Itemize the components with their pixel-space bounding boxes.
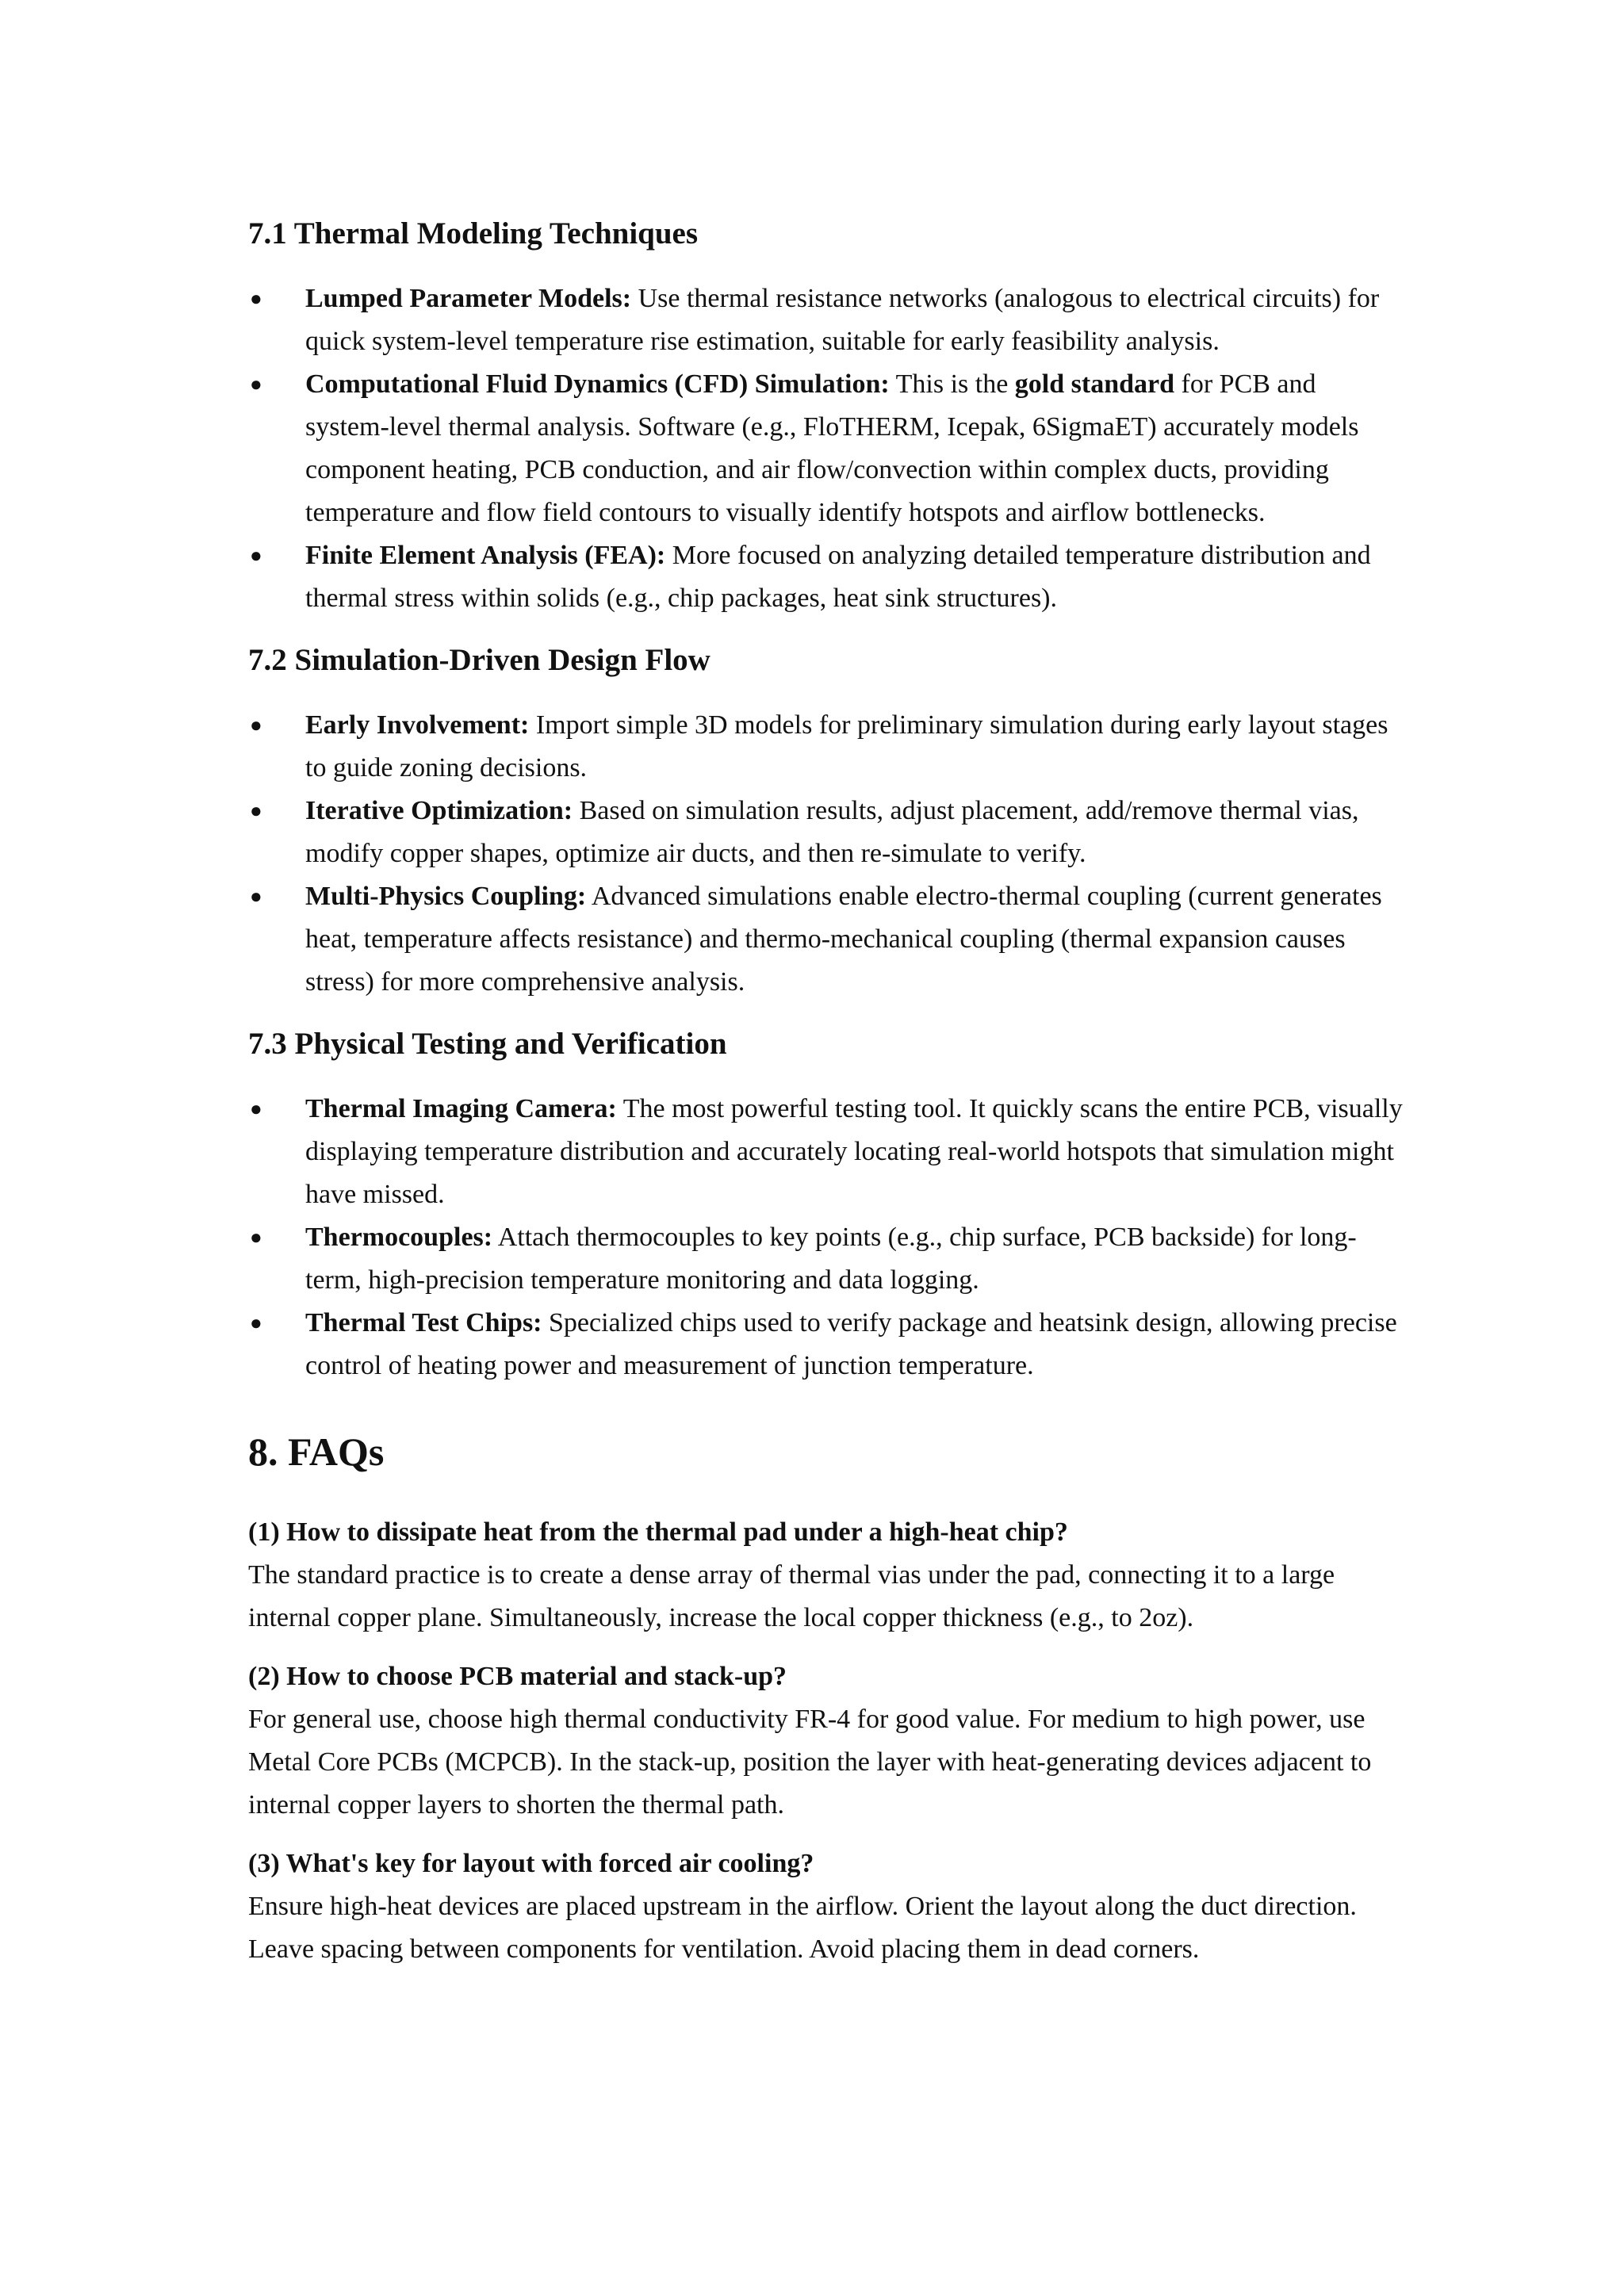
bullet-icon: ● bbox=[250, 885, 262, 908]
faq-answer: The standard practice is to create a dense array of thermal vias under the pad, connecting it to a large internal copper plane. Simultaneously, increase the local copper thickness (e.g., to 2oz). bbox=[248, 1560, 1335, 1632]
page-content bbox=[248, 212, 1406, 1987]
item-term: Iterative Optimization: bbox=[305, 796, 573, 825]
faq-question: (1) How to dissipate heat from the thermal pad under a high-heat chip? bbox=[248, 1517, 1068, 1547]
item-term: Multi-Physics Coupling: bbox=[305, 882, 587, 911]
bullet-icon: ● bbox=[250, 373, 262, 396]
bullet-icon: ● bbox=[250, 287, 262, 310]
faq-item bbox=[248, 1843, 1406, 1971]
bullet-icon: ● bbox=[250, 1311, 262, 1334]
item-text: Import simple 3D models for preliminary simulation during early layout stages to guide zoning decisions. bbox=[305, 710, 1388, 783]
item-term: Thermocouples: bbox=[305, 1223, 493, 1252]
item-term: Finite Element Analysis (FEA): bbox=[305, 541, 666, 570]
faq-item bbox=[248, 1655, 1406, 1827]
item-text: for PCB and system-level thermal analysis. Software (e.g., FloTHERM, Icepak, 6SigmaET) accurately models component heating, PCB conduction, and air flow/convection within complex ducts, providing temperature and flow field contours to visually identify hotspots and airflow bottlenecks. bbox=[305, 369, 1359, 527]
list-item bbox=[248, 363, 1406, 534]
bullet-icon: ● bbox=[250, 1226, 262, 1249]
item-term: Thermal Imaging Camera: bbox=[305, 1094, 617, 1123]
item-term: Early Involvement: bbox=[305, 710, 530, 740]
list-item bbox=[248, 875, 1406, 1004]
item-text: Specialized chips used to verify package and heatsink design, allowing precise control of heating power and measurement of junction temperature. bbox=[305, 1308, 1397, 1380]
faq-question: (3) What's key for layout with forced air cooling? bbox=[248, 1849, 814, 1878]
item-term: Computational Fluid Dynamics (CFD) Simulation: bbox=[305, 369, 890, 399]
item-text: Attach thermocouples to key points (e.g., chip surface, PCB backside) for long-term, high-precision temperature monitoring and data logging. bbox=[305, 1223, 1357, 1295]
item-text: Use thermal resistance networks (analogous to electrical circuits) for quick system-level temperature rise estimation, suitable for early feasibility analysis. bbox=[305, 284, 1380, 356]
faq-question: (2) How to choose PCB material and stack-up? bbox=[248, 1662, 787, 1691]
list-item bbox=[248, 1216, 1406, 1302]
list-item bbox=[248, 1088, 1406, 1216]
section-7-2-list bbox=[248, 704, 1406, 1004]
bullet-icon: ● bbox=[250, 1097, 262, 1120]
list-item bbox=[248, 704, 1406, 790]
item-text: More focused on analyzing detailed temperature distribution and thermal stress within solids (e.g., chip packages, heat sink structures). bbox=[305, 541, 1371, 613]
section-7-2-heading: 7.2 Simulation-Driven Design Flow bbox=[248, 643, 710, 677]
bullet-icon: ● bbox=[250, 799, 262, 822]
section-7-1-list bbox=[248, 277, 1406, 620]
list-item bbox=[248, 277, 1406, 363]
list-item bbox=[248, 790, 1406, 875]
faq-item bbox=[248, 1511, 1406, 1640]
item-term: Lumped Parameter Models: bbox=[305, 284, 632, 313]
faq-answer: Ensure high-heat devices are placed upstream in the airflow. Orient the layout along the duct direction. Leave spacing between components for ventilation. Avoid placing them in dead corners. bbox=[248, 1892, 1357, 1964]
bullet-icon: ● bbox=[250, 544, 262, 567]
item-text: Based on simulation results, adjust placement, add/remove thermal vias, modify copper shapes, optimize air ducts, and then re-simulate to verify. bbox=[305, 796, 1359, 868]
bullet-icon: ● bbox=[250, 714, 262, 737]
list-item bbox=[248, 1302, 1406, 1387]
faq-answer: For general use, choose high thermal conductivity FR-4 for good value. For medium to high power, use Metal Core PCBs (MCPCB). In the stack-up, position the layer with heat-generating devices adjacent to internal copper layers to shorten the thermal path. bbox=[248, 1705, 1372, 1820]
item-term: Thermal Test Chips: bbox=[305, 1308, 542, 1337]
item-text: Advanced simulations enable electro-thermal coupling (current generates heat, temperature affects resistance) and thermo-mechanical coupling (thermal expansion causes stress) for more comprehensive analysis. bbox=[305, 882, 1382, 997]
section-7-3-list bbox=[248, 1088, 1406, 1387]
section-7-1-heading: 7.1 Thermal Modeling Techniques bbox=[248, 216, 699, 251]
item-text: This is the bbox=[889, 369, 1015, 399]
section-7-3-heading: 7.3 Physical Testing and Verification bbox=[248, 1027, 727, 1061]
item-emphasis: gold standard bbox=[1014, 369, 1175, 399]
faqs-heading: 8. FAQs bbox=[248, 1429, 385, 1474]
list-item bbox=[248, 534, 1406, 620]
item-text: The most powerful testing tool. It quickly scans the entire PCB, visually displaying temperature distribution and accurately locating real-world hotspots that simulation might have missed. bbox=[305, 1094, 1403, 1209]
